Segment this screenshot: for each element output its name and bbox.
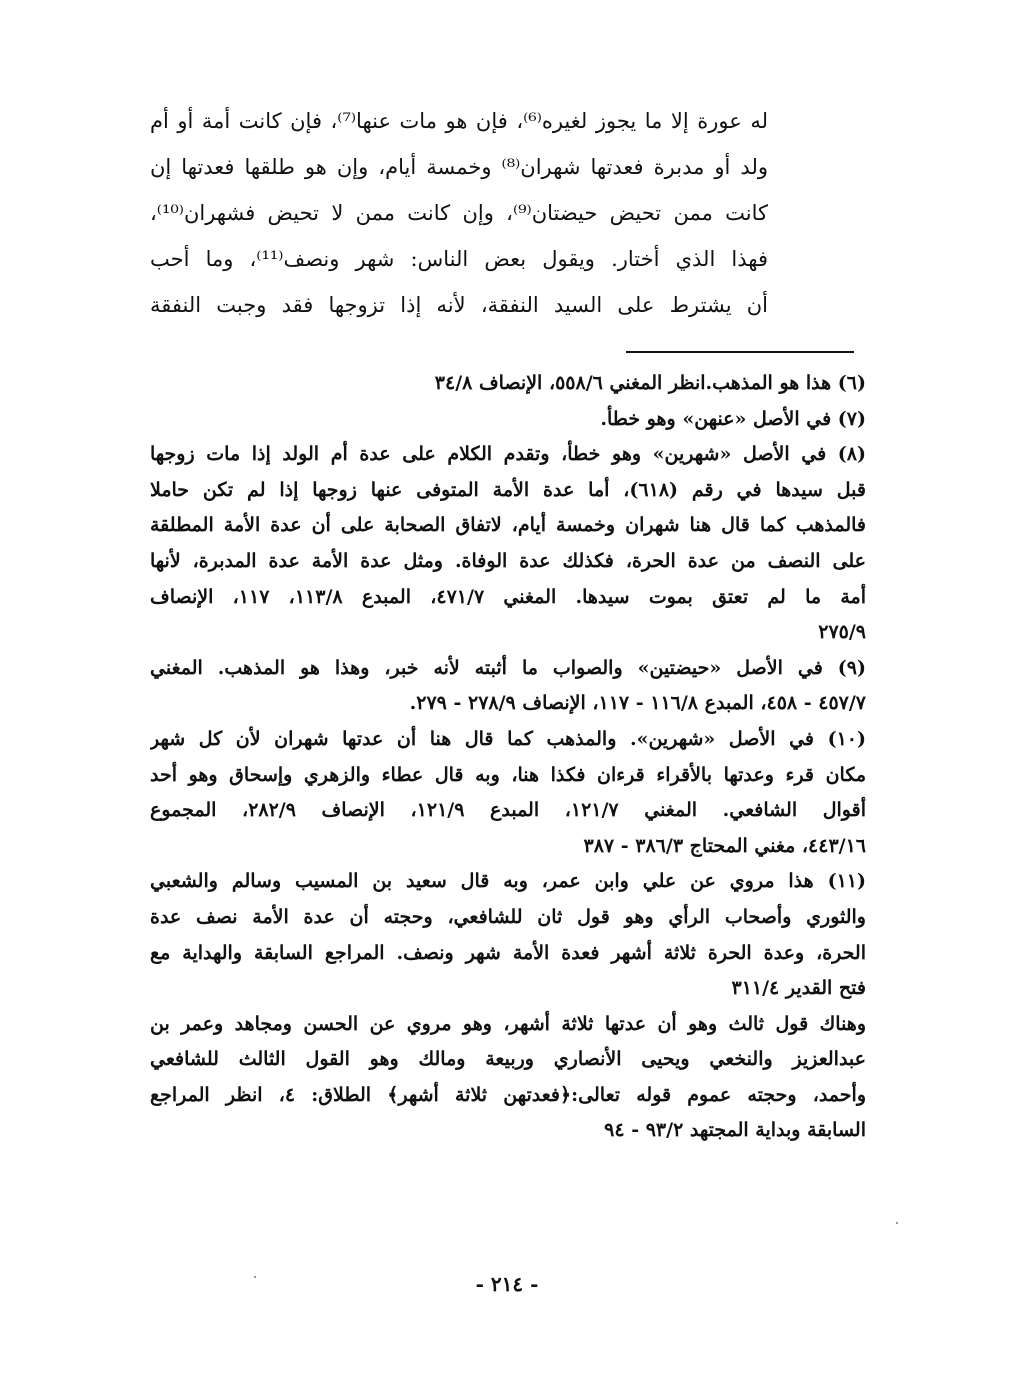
- footnotes-block: [150, 366, 866, 1149]
- footnote-line: مكان قرء وعدتها بالأقراء قرءان فكذا هنا، وبه قال عطاء والزهري وإسحاق وهو أحد: [150, 763, 866, 786]
- footnote-line: ٢٧٥/٩: [818, 621, 866, 644]
- scan-speck: [896, 1222, 898, 1224]
- footnote-line: على النصف من عدة الحرة، فكذلك عدة الوفاة. ومثل عدة الأمة عدة المدبرة، لأنها: [150, 549, 866, 572]
- footnote-separator: [626, 351, 854, 353]
- footnote-line: وأحمد، وحجته عموم قوله تعالى:﴿فعدتهن ثلاثة أشهر﴾ الطلاق: ٤، انظر المراجع: [150, 1083, 866, 1106]
- footnote-line: والثوري وأصحاب الرأي وهو قول ثان للشافعي، وحجته أن عدة الأمة نصف عدة: [150, 905, 866, 928]
- footnote-line: الحرة، وعدة الحرة ثلاثة أشهر فعدة الأمة شهر ونصف. المراجع السابقة والهداية مع: [150, 941, 866, 964]
- footnote-line: وهناك قول ثالث وهو أن عدتها ثلاثة أشهر، وهو مروي عن الحسن ومجاهد وعمر بن: [150, 1012, 866, 1035]
- main-text-line: له عورة إلا ما يجوز لغيره⁽⁶⁾، فإن هو مات عنها⁽⁷⁾، فإن كانت أمة أو أم: [150, 109, 768, 133]
- footnote-line: (٨) في الأصل «شهرين» وهو خطأ، وتقدم الكلام على عدة أم الولد إذا مات زوجها: [150, 443, 866, 466]
- footnote-line: أقوال الشافعي. المغني ١٢١/٧، المبدع ١٢١/٩، الإنصاف ٢٨٢/٩، المجموع: [150, 799, 866, 822]
- footnote-line: (٩) في الأصل «حيضتين» والصواب ما أثبته لأنه خبر، وهذا هو المذهب. المغني: [150, 656, 866, 679]
- main-text-line: أن يشترط على السيد النفقة، لأنه إذا تزوجها فقد وجبت النفقة: [150, 293, 768, 317]
- footnote-line: ٤٤٣/١٦، مغني المحتاج ٣٨٦/٣ - ٣٨٧: [583, 834, 866, 857]
- footnote-line: ٤٥٧/٧ - ٤٥٨، المبدع ١١٦/٨ - ١١٧، الإنصاف ٢٧٨/٩ - ٢٧٩.: [409, 692, 866, 715]
- footnote-line: (١٠) في الأصل «شهرين». والمذهب كما قال هنا أن عدتها شهران لأن كل شهر: [150, 727, 866, 750]
- main-text-block: [150, 98, 768, 328]
- main-text-line: فهذا الذي أختار. ويقول بعض الناس: شهر ونصف⁽¹¹⁾، وما أحب: [150, 247, 768, 271]
- footnote-line: (٦) هذا هو المذهب.انظر المغني ٥٥٨/٦، الإنصاف ٣٤/٨: [434, 372, 866, 394]
- footnote-line: السابقة وبداية المجتهد ٩٣/٢ - ٩٤: [604, 1119, 866, 1142]
- footnote-line: فتح القدير ٣١١/٤: [731, 977, 866, 1000]
- footnote-line: عبدالعزيز والنخعي ويحيى الأنصاري وربيعة ومالك وهو القول الثالث للشافعي: [150, 1048, 866, 1071]
- page-number: - ٢١٤ -: [475, 1272, 539, 1296]
- main-text-line: كانت ممن تحيض حيضتان⁽⁹⁾، وإن كانت ممن لا تحيض فشهران⁽¹⁰⁾،: [150, 201, 769, 225]
- footnote-line: فالمذهب كما قال هنا شهران وخمسة أيام، لاتفاق الصحابة على أن عدة الأمة المطلقة: [150, 514, 866, 537]
- footnote-line: قبل سيدها في رقم (٦١٨)، أما عدة الأمة المتوفى عنها زوجها إذا لم تكن حاملا: [150, 478, 866, 501]
- footnote-line: (١١) هذا مروي عن علي وابن عمر، وبه قال سعيد بن المسيب وسالم والشعبي: [150, 870, 866, 893]
- footnote-line: أمة ما لم تعتق بموت سيدها. المغني ٤٧١/٧، المبدع ١١٣/٨، ١١٧، الإنصاف: [150, 585, 866, 608]
- main-text-line: ولد أو مدبرة فعدتها شهران⁽⁸⁾ وخمسة أيام، وإن هو طلقها فعدتها إن: [150, 155, 768, 179]
- scan-speck: [254, 1276, 256, 1278]
- footnote-line: (٧) في الأصل «عنهن» وهو خطأ.: [600, 407, 866, 430]
